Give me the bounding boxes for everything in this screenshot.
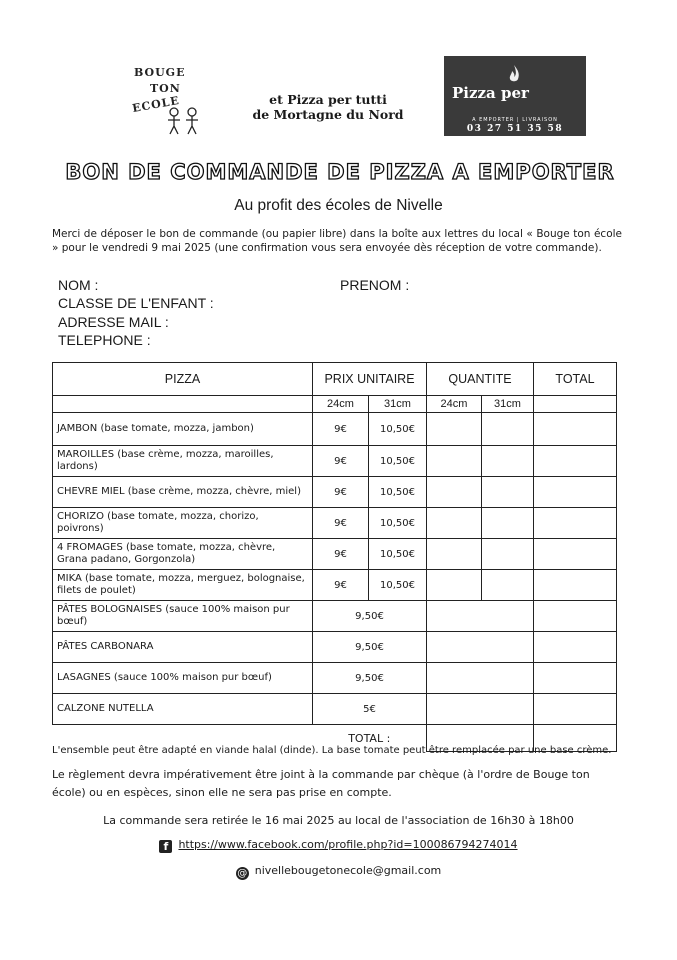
price-31: 10,50€ (369, 508, 427, 539)
item-name: PÂTES BOLOGNAISES (sauce 100% maison pur bœuf) (53, 601, 313, 632)
partner-line-1: et Pizza per tutti (269, 92, 387, 107)
logo-right-name: Pizza per (452, 84, 529, 102)
bouge-ton-ecole-logo (128, 62, 196, 134)
table-row (53, 508, 617, 539)
pickup-text: La commande sera retirée le 16 mai 2025 au local de l'association de 16h30 à 18h00 (103, 814, 574, 827)
price-24: 9€ (313, 539, 369, 570)
qty-24-cell[interactable] (427, 446, 482, 477)
header-total: TOTAL (534, 363, 617, 396)
qty-31-cell[interactable] (482, 413, 534, 446)
item-price: 5€ (313, 694, 427, 725)
pizza-name: 4 FROMAGES (base tomate, mozza, chèvre, Grana padano, Gorgonzola) (53, 539, 313, 570)
qty-size-24: 24cm (427, 396, 482, 413)
pizza-name: CHORIZO (base tomate, mozza, chorizo, poivrons) (53, 508, 313, 539)
table-row (53, 570, 617, 601)
logo-word-ton: TON (150, 82, 181, 95)
item-name: CALZONE NUTELLA (53, 694, 313, 725)
row-total-cell[interactable] (534, 539, 617, 570)
table-row (53, 663, 617, 694)
table-row (53, 477, 617, 508)
qty-31-cell[interactable] (482, 477, 534, 508)
email-line (0, 864, 677, 880)
price-31: 10,50€ (369, 477, 427, 508)
table-row (53, 601, 617, 632)
qty-31-cell[interactable] (482, 539, 534, 570)
item-name: PÂTES CARBONARA (53, 632, 313, 663)
price-31: 10,50€ (369, 570, 427, 601)
page-title: BON DE COMMANDE DE PIZZA A EMPORTER (65, 160, 615, 184)
price-31: 10,50€ (369, 539, 427, 570)
price-size-31: 31cm (369, 396, 427, 413)
field-classe: CLASSE DE L'ENFANT : (58, 295, 214, 311)
qty-size-31: 31cm (482, 396, 534, 413)
qty-31-cell[interactable] (482, 508, 534, 539)
table-row (53, 413, 617, 446)
pizza-name: MAROILLES (base crème, mozza, maroilles, lardons) (53, 446, 313, 477)
field-email: ADRESSE MAIL : (58, 314, 169, 330)
qty-24-cell[interactable] (427, 477, 482, 508)
qty-24-cell[interactable] (427, 413, 482, 446)
row-total-cell[interactable] (534, 413, 617, 446)
pizza-per-tutti-logo (444, 56, 586, 136)
header-quantite: QUANTITE (427, 363, 534, 396)
item-qty-cell[interactable] (427, 694, 534, 725)
logo-right-subtitle: A EMPORTER | LIVRAISON (472, 117, 558, 123)
qty-31-cell[interactable] (482, 570, 534, 601)
size-blank-cell (53, 396, 313, 413)
field-telephone: TELEPHONE : (58, 332, 151, 348)
item-qty-cell[interactable] (427, 663, 534, 694)
row-total-cell[interactable] (534, 570, 617, 601)
row-total-cell[interactable] (534, 508, 617, 539)
qty-24-cell[interactable] (427, 539, 482, 570)
row-total-cell[interactable] (534, 601, 617, 632)
item-qty-cell[interactable] (427, 632, 534, 663)
facebook-icon: f (159, 840, 172, 853)
email-address[interactable]: nivellebougetonecole@gmail.com (254, 864, 442, 877)
at-icon: @ (237, 868, 248, 879)
total-label: TOTAL : (348, 731, 391, 745)
table-size-row (53, 396, 617, 413)
table-header-row (53, 363, 617, 396)
table-row (53, 446, 617, 477)
partner-text (238, 92, 418, 122)
facebook-line (0, 838, 677, 853)
intro-text: Merci de déposer le bon de commande (ou papier libre) dans la boîte aux lettres du local « Bouge ton école » pour le vendredi 9 mai 2025 (une confirmation vous sera envoyée dès réception de votre commande). (52, 228, 622, 254)
partner-line-2: de Mortagne du Nord (252, 107, 404, 122)
pizza-name: CHEVRE MIEL (base crème, mozza, chèvre, miel) (53, 477, 313, 508)
item-price: 9,50€ (313, 632, 427, 663)
total-blank-cell (534, 396, 617, 413)
row-total-cell[interactable] (534, 446, 617, 477)
row-total-cell[interactable] (534, 632, 617, 663)
qty-24-cell[interactable] (427, 570, 482, 601)
row-total-cell[interactable] (534, 694, 617, 725)
table-row (53, 694, 617, 725)
order-table (52, 362, 617, 752)
field-prenom: PRENOM : (340, 277, 410, 293)
price-24: 9€ (313, 446, 369, 477)
qty-24-cell[interactable] (427, 508, 482, 539)
pizza-name: MIKA (base tomate, mozza, merguez, bolognaise, filets de poulet) (53, 570, 313, 601)
item-price: 9,50€ (313, 663, 427, 694)
page-subtitle: Au profit des écoles de Nivelle (234, 197, 443, 214)
price-24: 9€ (313, 477, 369, 508)
item-name: LASAGNES (sauce 100% maison pur bœuf) (53, 663, 313, 694)
logo-word-ecole: ECOLE (131, 93, 181, 116)
row-total-cell[interactable] (534, 663, 617, 694)
row-total-cell[interactable] (534, 477, 617, 508)
header-pizza: PIZZA (53, 363, 313, 396)
payment-text: Le règlement devra impérativement être joint à la commande par chèque (à l'ordre de Bouge ton école) ou en espèces, sinon elle ne sera pas prise en compte. (52, 768, 590, 799)
field-nom: NOM : (58, 277, 99, 293)
facebook-link[interactable]: https://www.facebook.com/profile.php?id=100086794274014 (178, 838, 518, 851)
pizza-name: JAMBON (base tomate, mozza, jambon) (53, 413, 313, 446)
logo-right-phone: 03 27 51 35 58 (466, 124, 564, 134)
header-prix-unitaire: PRIX UNITAIRE (313, 363, 427, 396)
price-size-24: 24cm (313, 396, 369, 413)
price-31: 10,50€ (369, 413, 427, 446)
table-row (53, 632, 617, 663)
table-row (53, 539, 617, 570)
price-24: 9€ (313, 413, 369, 446)
price-31: 10,50€ (369, 446, 427, 477)
halal-note: L'ensemble peut être adapté en viande halal (dinde). La base tomate peut être remplacée par une base crème. (52, 745, 612, 756)
children-figures-icon (164, 106, 208, 136)
item-price: 9,50€ (313, 601, 427, 632)
qty-31-cell[interactable] (482, 446, 534, 477)
item-qty-cell[interactable] (427, 601, 534, 632)
price-24: 9€ (313, 570, 369, 601)
price-24: 9€ (313, 508, 369, 539)
flame-icon (506, 64, 522, 84)
logo-word-bouge: BOUGE (134, 66, 186, 79)
